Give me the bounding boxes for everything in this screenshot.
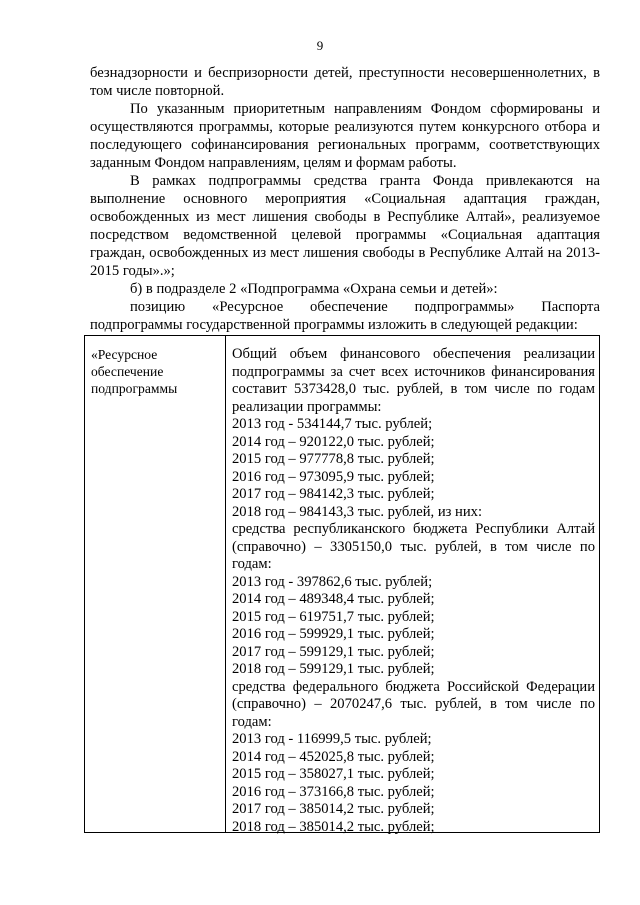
- federal-year-line: 2015 год – 358027,1 тыс. рублей;: [232, 766, 435, 782]
- total-year-line: 2013 год - 534144,7 тыс. рублей;: [232, 416, 433, 432]
- republic-year-line: 2017 год – 599129,1 тыс. рублей;: [232, 643, 435, 660]
- passport-table: [84, 335, 600, 833]
- total-year-line: 2018 год – 984143,3 тыс. рублей, из них:: [232, 503, 483, 520]
- total-year-line: 2017 год – 984142,3 тыс. рублей;: [232, 486, 435, 502]
- body-text: [90, 64, 600, 334]
- republic-year-line: 2015 год – 619751,7 тыс. рублей;: [232, 608, 435, 625]
- total-year-line: 2016 год – 973095,9 тыс. рублей;: [232, 468, 435, 485]
- republic-year-line: 2013 год - 397862,6 тыс. рублей;: [232, 573, 433, 590]
- page-number: 9: [316, 38, 324, 53]
- republic-year-line: 2016 год – 599929,1 тыс. рублей;: [232, 626, 435, 642]
- federal-year-line: 2018 год – 385014,2 тыс. рублей;: [232, 818, 435, 835]
- federal-year-line: 2016 год – 373166,8 тыс. рублей;: [232, 783, 435, 800]
- table-value-cell: [226, 336, 599, 835]
- total-year-line: 2015 год – 977778,8 тыс. рублей;: [232, 451, 435, 467]
- paragraph: По указанным приоритетным направлениям Фондом сформированы и осуществляются программы, которые реализуются путем конкурсного отбора и последующего софинансирования региональных программ, соответствующих заданным Фондом направлениям, целям и формам работы.: [90, 101, 600, 171]
- table-label: «Ресурсное обеспечение подпрограммы: [91, 347, 178, 396]
- paragraph: б) в подразделе 2 «Подпрограмма «Охрана семьи и детей»:: [130, 281, 498, 297]
- paragraph: В рамках подпрограммы средства гранта Фонда привлекаются на выполнение основного мероприятия «Социальная адаптация граждан, освобожденных из мест лишения свободы в Республике Алтай», реализуемое посредством ведомственной целевой программы «Социальная адаптация граждан, освобожденных из мест лишения свободы в Республике Алтай на 2013-2015 годы».»;: [90, 173, 600, 279]
- republic-year-line: 2018 год – 599129,1 тыс. рублей;: [232, 661, 435, 677]
- paragraph: позицию «Ресурсное обеспечение подпрограммы» Паспорта подпрограммы государственной программы изложить в следующей редакции:: [90, 299, 600, 333]
- federal-year-line: 2014 год – 452025,8 тыс. рублей;: [232, 748, 435, 765]
- federal-year-line: 2017 год – 385014,2 тыс. рублей;: [232, 801, 435, 817]
- total-year-line: 2014 год – 920122,0 тыс. рублей;: [232, 433, 435, 450]
- paragraph: безнадзорности и беспризорности детей, преступности несовершеннолетних, в том числе повторной.: [90, 65, 600, 99]
- total-intro: Общий объем финансового обеспечения реализации подпрограммы за счет всех источников финансирования составит 5373428,0 тыс. рублей, в том числе по годам реализации программы:: [232, 346, 595, 415]
- federal-year-line: 2013 год - 116999,5 тыс. рублей;: [232, 731, 432, 747]
- republic-year-line: 2014 год – 489348,4 тыс. рублей;: [232, 591, 435, 607]
- federal-intro: средства федерального бюджета Российской Федерации (справочно) – 2070247,6 тыс. рублей, в том числе по годам:: [232, 678, 595, 730]
- table-label-cell: [85, 336, 226, 832]
- republic-intro: средства республиканского бюджета Республики Алтай (справочно) – 3305150,0 тыс. рублей, в том числе по годам:: [232, 521, 595, 572]
